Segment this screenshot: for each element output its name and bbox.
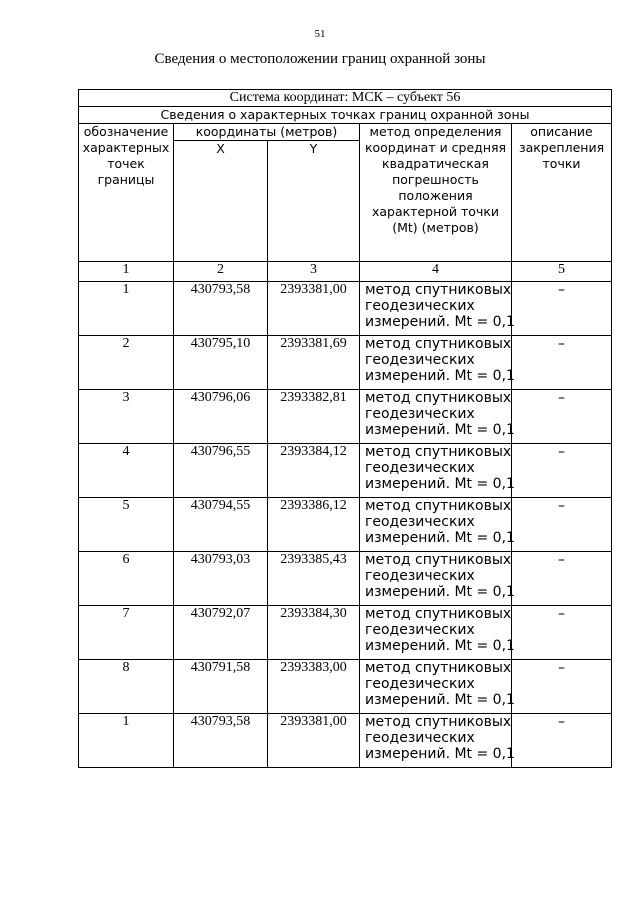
y-coordinate-cell: 2393384,12 (268, 444, 360, 498)
method-line: геодезических (365, 568, 475, 584)
point-id-cell: 1 (79, 282, 174, 336)
method-cell (360, 498, 515, 552)
method-cell (360, 390, 515, 444)
point-id-cell: 8 (79, 660, 174, 714)
table-row (79, 444, 612, 498)
table-row (79, 282, 612, 336)
method-line: измерений. Mt = 0,1 (365, 476, 515, 492)
description-cell: – (512, 336, 612, 390)
method-line: метод спутниковых (365, 336, 512, 352)
method-line: измерений. Mt = 0,1 (365, 530, 515, 546)
description-cell: – (512, 552, 612, 606)
method-cell (360, 714, 515, 768)
description-cell: – (512, 282, 612, 336)
column-number: 2 (174, 262, 268, 282)
method-line: измерений. Mt = 0,1 (365, 746, 515, 762)
y-coordinate-cell: 2393384,30 (268, 606, 360, 660)
y-coordinate-cell: 2393381,00 (268, 282, 360, 336)
x-coordinate-cell: 430793,58 (174, 714, 268, 768)
header-description: описание закрепления точки (512, 124, 612, 262)
description-cell: – (512, 498, 612, 552)
method-line: измерений. Mt = 0,1 (365, 422, 515, 438)
table-row (79, 660, 612, 714)
x-coordinate-cell: 430793,03 (174, 552, 268, 606)
header-x: X (174, 141, 268, 262)
header-row (79, 124, 612, 141)
column-number: 1 (79, 262, 174, 282)
method-cell (360, 336, 515, 390)
method-line: измерений. Mt = 0,1 (365, 638, 515, 654)
header-y: Y (268, 141, 360, 262)
x-coordinate-cell: 430791,58 (174, 660, 268, 714)
method-line: геодезических (365, 352, 475, 368)
x-coordinate-cell: 430793,58 (174, 282, 268, 336)
header-method: метод определения координат и средняя квадратическая погрешность положения характерной точки (Mt) (метров) (360, 124, 512, 262)
method-line: измерений. Mt = 0,1 (365, 314, 515, 330)
method-cell (360, 552, 515, 606)
point-id-cell: 1 (79, 714, 174, 768)
method-line: метод спутниковых (365, 282, 512, 298)
point-id-cell: 7 (79, 606, 174, 660)
coordinate-system-label: Система координат: МСК – субъект 56 (79, 90, 612, 107)
column-number: 3 (268, 262, 360, 282)
y-coordinate-cell: 2393382,81 (268, 390, 360, 444)
description-cell: – (512, 390, 612, 444)
x-coordinate-cell: 430792,07 (174, 606, 268, 660)
section-title-row (79, 107, 612, 124)
table-row (79, 552, 612, 606)
boundary-points-table (78, 89, 612, 768)
method-cell (360, 282, 515, 336)
method-line: измерений. Mt = 0,1 (365, 368, 515, 384)
y-coordinate-cell: 2393381,00 (268, 714, 360, 768)
y-coordinate-cell: 2393386,12 (268, 498, 360, 552)
description-cell: – (512, 444, 612, 498)
section-title: Сведения о характерных точках границ охранной зоны (79, 107, 612, 124)
header-coordinates: координаты (метров) (174, 124, 360, 141)
x-coordinate-cell: 430796,55 (174, 444, 268, 498)
point-id-cell: 5 (79, 498, 174, 552)
table-row (79, 606, 612, 660)
method-cell (360, 444, 515, 498)
table-row (79, 714, 612, 768)
method-line: геодезических (365, 676, 475, 692)
method-cell (360, 606, 515, 660)
method-line: метод спутниковых (365, 660, 512, 676)
point-id-cell: 2 (79, 336, 174, 390)
point-id-cell: 6 (79, 552, 174, 606)
point-id-cell: 4 (79, 444, 174, 498)
description-cell: – (512, 660, 612, 714)
method-line: метод спутниковых (365, 498, 512, 514)
method-line: метод спутниковых (365, 390, 512, 406)
page-number: 51 (314, 28, 326, 40)
coordinate-system-row (79, 90, 612, 107)
table-row (79, 390, 612, 444)
y-coordinate-cell: 2393383,00 (268, 660, 360, 714)
method-line: геодезических (365, 514, 475, 530)
method-line: метод спутниковых (365, 714, 512, 730)
method-line: геодезических (365, 730, 475, 746)
description-cell: – (512, 714, 612, 768)
method-line: геодезических (365, 298, 475, 314)
method-line: метод спутниковых (365, 552, 512, 568)
x-coordinate-cell: 430795,10 (174, 336, 268, 390)
method-cell (360, 660, 515, 714)
table-row (79, 498, 612, 552)
header-point: обозначение характерных точек границы (79, 124, 174, 262)
x-coordinate-cell: 430796,06 (174, 390, 268, 444)
method-line: геодезических (365, 622, 475, 638)
table-row (79, 336, 612, 390)
column-number: 4 (360, 262, 512, 282)
point-id-cell: 3 (79, 390, 174, 444)
column-number: 5 (512, 262, 612, 282)
method-line: геодезических (365, 460, 475, 476)
method-line: измерений. Mt = 0,1 (365, 584, 515, 600)
x-coordinate-cell: 430794,55 (174, 498, 268, 552)
document-title: Сведения о местоположении границ охранной зоны (154, 51, 486, 67)
method-line: геодезических (365, 406, 475, 422)
y-coordinate-cell: 2393385,43 (268, 552, 360, 606)
description-cell: – (512, 606, 612, 660)
y-coordinate-cell: 2393381,69 (268, 336, 360, 390)
method-line: измерений. Mt = 0,1 (365, 692, 515, 708)
column-numbers-row (79, 262, 612, 282)
method-line: метод спутниковых (365, 606, 512, 622)
method-line: метод спутниковых (365, 444, 512, 460)
